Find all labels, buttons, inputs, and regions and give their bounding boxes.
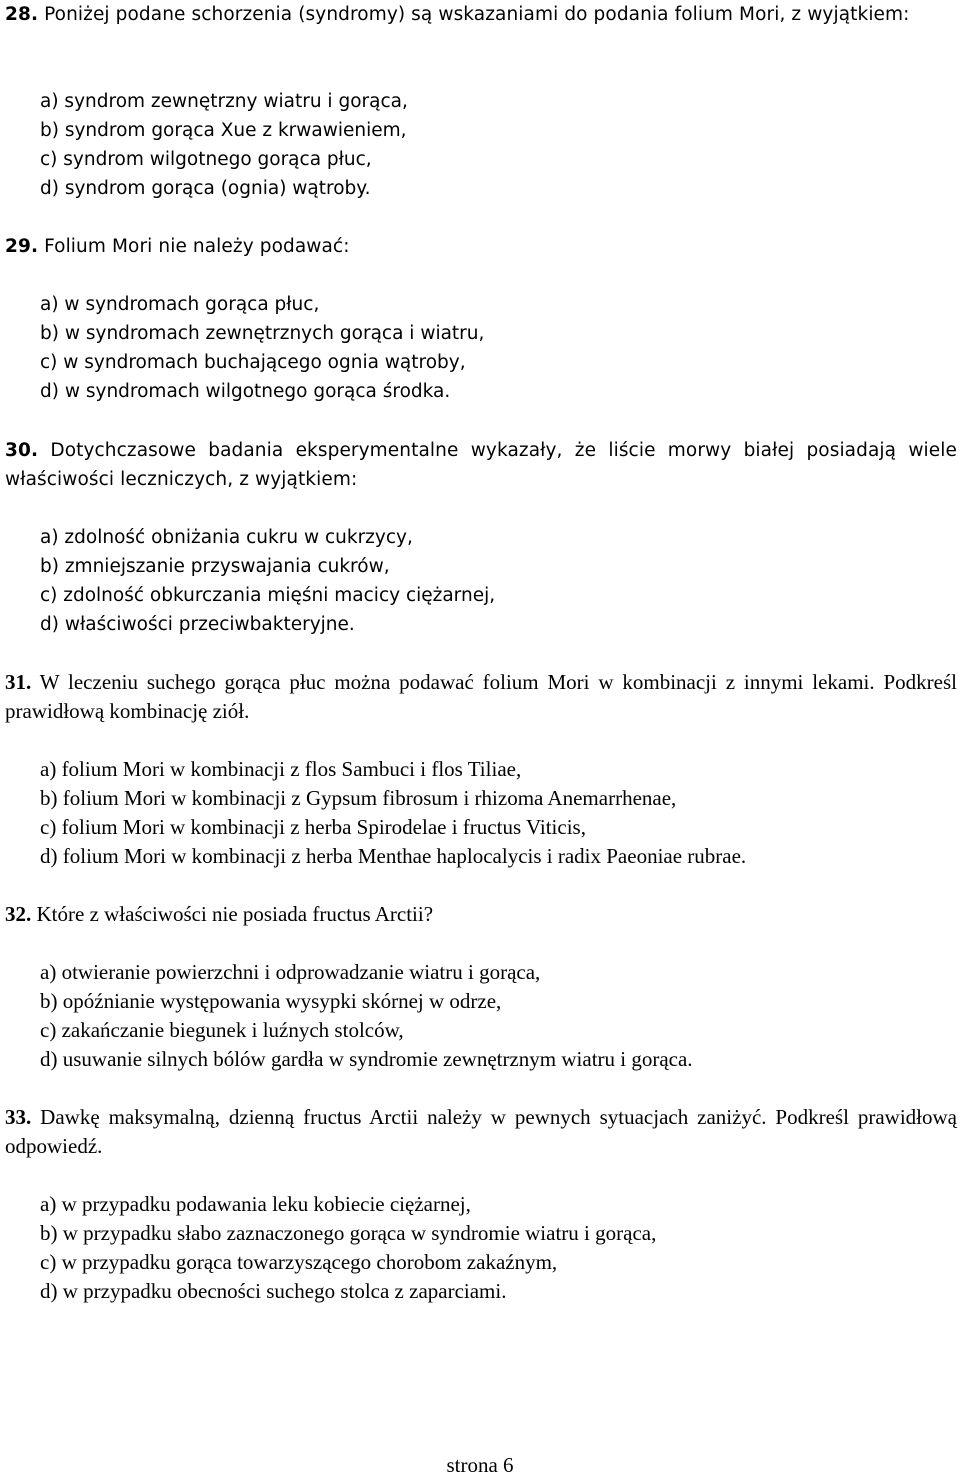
- option-c: c) syndrom wilgotnego gorąca płuc,: [40, 149, 372, 170]
- question-number: 32.: [5, 902, 32, 926]
- question-31: [5, 668, 957, 726]
- option-d: d) w przypadku obecności suchego stolca z zaparciami.: [40, 1279, 507, 1303]
- option-b: b) zmniejszanie przyswajania cukrów,: [40, 556, 390, 577]
- option-c: c) zakańczanie biegunek i luźnych stolców,: [40, 1018, 404, 1042]
- question-30: [5, 436, 957, 494]
- option-a: a) otwieranie powierzchni i odprowadzanie wiatru i gorąca,: [40, 960, 541, 984]
- question-number: 29.: [5, 236, 39, 257]
- option-a: a) folium Mori w kombinacji z flos Sambuci i flos Tiliae,: [40, 757, 522, 781]
- options-29: [40, 290, 940, 406]
- option-d: d) w syndromach wilgotnego gorąca środka.: [40, 381, 451, 402]
- option-b: b) folium Mori w kombinacji z Gypsum fibrosum i rhizoma Anemarrhenae,: [40, 786, 677, 810]
- question-29: [5, 232, 957, 261]
- question-number: 31.: [5, 670, 32, 694]
- options-28: [40, 87, 940, 203]
- question-text: Które z właściwości nie posiada fructus Arctii?: [36, 902, 434, 926]
- question-number: 30.: [5, 440, 39, 461]
- question-number: 33.: [5, 1105, 32, 1129]
- question-32: [5, 900, 957, 929]
- options-33: [40, 1190, 940, 1306]
- option-d: d) syndrom gorąca (ognia) wątroby.: [40, 178, 371, 199]
- option-b: b) w przypadku słabo zaznaczonego gorąca w syndromie wiatru i gorąca,: [40, 1221, 657, 1245]
- question-28: [5, 0, 957, 29]
- option-a: a) syndrom zewnętrzny wiatru i gorąca,: [40, 91, 408, 112]
- question-text: Poniżej podane schorzenia (syndromy) są wskazaniami do podania folium Mori, z wyjątkiem:: [44, 4, 910, 25]
- option-a: a) zdolność obniżania cukru w cukrzycy,: [40, 527, 413, 548]
- option-c: c) w przypadku gorąca towarzyszącego chorobom zakaźnym,: [40, 1250, 558, 1274]
- question-text: W leczeniu suchego gorąca płuc można podawać folium Mori w kombinacji z innymi lekami. Podkreśl prawidłową kombinację ziół.: [5, 670, 957, 723]
- option-c: c) w syndromach buchającego ognia wątroby,: [40, 352, 466, 373]
- option-d: d) folium Mori w kombinacji z herba Menthae haplocalycis i radix Paeoniae rubrae.: [40, 844, 747, 868]
- question-number: 28.: [5, 4, 39, 25]
- option-d: d) właściwości przeciwbakteryjne.: [40, 614, 355, 635]
- option-b: b) w syndromach zewnętrznych gorąca i wiatru,: [40, 323, 485, 344]
- question-33: [5, 1103, 957, 1161]
- question-text: Dotychczasowe badania eksperymentalne wykazały, że liście morwy białej posiadają wiele właściwości leczniczych, z wyjątkiem:: [5, 440, 958, 490]
- options-31: [40, 755, 940, 871]
- option-a: a) w przypadku podawania leku kobiecie ciężarnej,: [40, 1192, 471, 1216]
- options-32: [40, 958, 940, 1074]
- question-text: Dawkę maksymalną, dzienną fructus Arctii należy w pewnych sytuacjach zaniżyć. Podkreśl prawidłową odpowiedź.: [5, 1105, 957, 1158]
- option-c: c) zdolność obkurczania mięśni macicy ciężarnej,: [40, 585, 496, 606]
- option-b: b) syndrom gorąca Xue z krwawieniem,: [40, 120, 407, 141]
- option-d: d) usuwanie silnych bólów gardła w syndromie zewnętrznym wiatru i gorąca.: [40, 1047, 693, 1071]
- question-text: Folium Mori nie należy podawać:: [44, 236, 350, 257]
- option-c: c) folium Mori w kombinacji z herba Spirodelae i fructus Viticis,: [40, 815, 586, 839]
- page-number: strona 6: [446, 1453, 514, 1477]
- option-a: a) w syndromach gorąca płuc,: [40, 294, 320, 315]
- option-b: b) opóźnianie występowania wysypki skórnej w odrze,: [40, 989, 502, 1013]
- page-footer: [0, 1451, 960, 1480]
- options-30: [40, 523, 940, 639]
